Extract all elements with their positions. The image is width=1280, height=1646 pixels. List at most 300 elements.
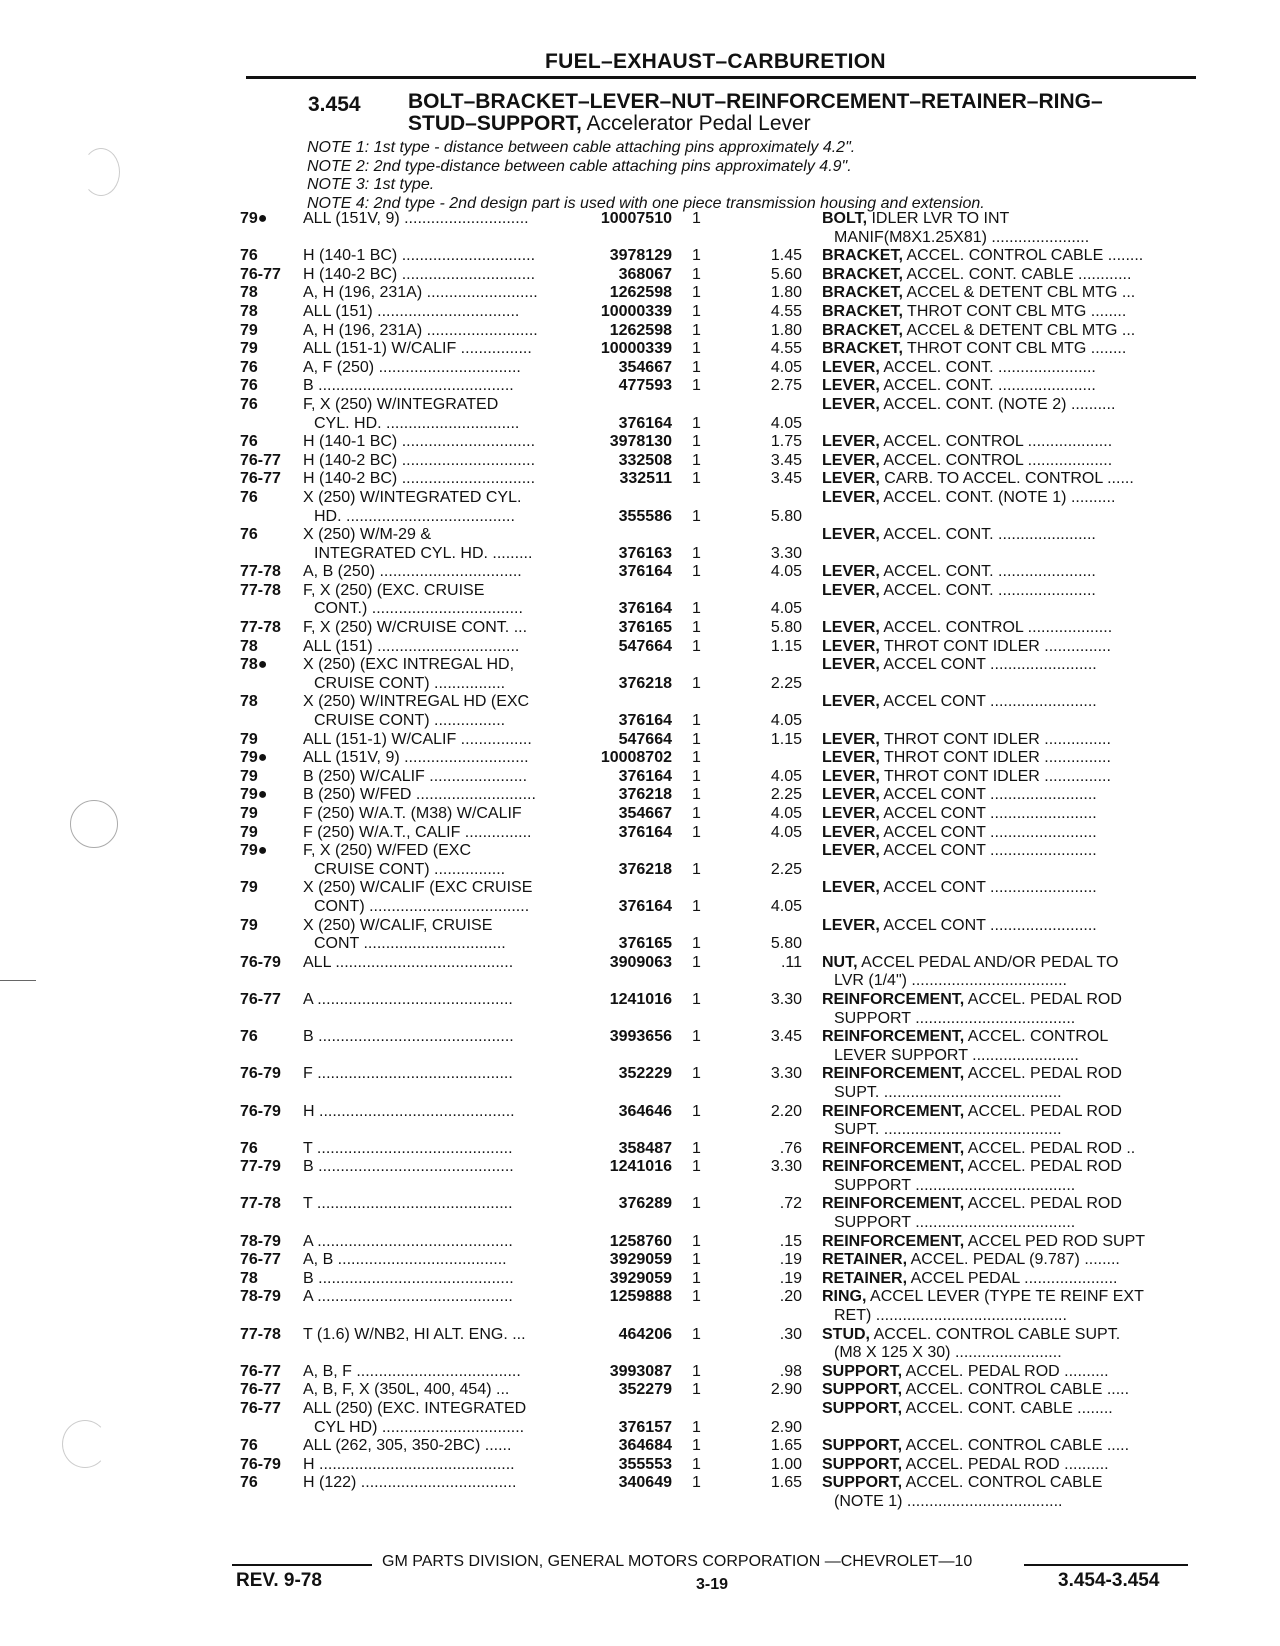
part-name-bold: LEVER, [822, 730, 880, 748]
quantity: 1 [692, 805, 701, 822]
price: .15 [779, 1232, 802, 1250]
part-number: 464206 [618, 1325, 672, 1343]
model-year: 76-77 [240, 1400, 281, 1417]
table-row [0, 1251, 1280, 1270]
part-number: 3929059 [609, 1251, 672, 1269]
part-name-detail: ACCEL. CONT. ...................... [879, 563, 1096, 581]
part-name-detail: ACCEL CONT ........................ [879, 879, 1097, 897]
part-name-detail: ACCEL PEDAL AND/OR PEDAL TO [857, 953, 1119, 971]
part-name [822, 1400, 1196, 1419]
price: 1.00 [770, 1455, 802, 1473]
part-name-bold: LEVER, [822, 470, 880, 488]
quantity: 1 [692, 340, 701, 358]
part-name-detail: ACCEL & DETENT CBL MTG ... [902, 284, 1136, 302]
table-row [0, 1456, 1280, 1475]
part-name-bold: LEVER, [822, 693, 880, 711]
quantity: 1 [692, 1065, 701, 1083]
part-number: 3978130 [609, 433, 672, 451]
part-name [822, 210, 1196, 229]
table-row [0, 768, 1280, 787]
usage-description: CYL HD) ................................ [314, 1418, 525, 1436]
part-name-detail: ACCEL. PEDAL ROD .......... [902, 1455, 1109, 1473]
price: .76 [779, 1139, 802, 1157]
part-name-bold: LEVER, [822, 488, 880, 506]
price: 2.25 [770, 860, 802, 878]
note-4: NOTE 4: 2nd type - 2nd design part is used with one piece transmission housing and extension. [307, 194, 985, 212]
quantity: 1 [692, 1158, 701, 1176]
table-row [0, 749, 1280, 768]
part-name-detail: ACCEL CONT ........................ [879, 786, 1097, 804]
group-number: 3.454 [308, 93, 361, 116]
table-row [0, 731, 1280, 750]
model-year: 76 [240, 377, 258, 395]
quantity: 1 [692, 619, 701, 637]
table-row [0, 1065, 1280, 1102]
usage-description: X (250) W/CALIF, CRUISE [303, 916, 493, 934]
usage-description: B (250) W/FED ........................... [303, 786, 536, 804]
part-name-bold: LEVER, [822, 358, 880, 376]
part-name [822, 1103, 1196, 1122]
quantity: 1 [692, 1028, 701, 1046]
part-number: 1262598 [609, 284, 672, 302]
model-year: 79 [240, 767, 258, 785]
part-name-detail: ACCEL. PEDAL ROD [964, 1158, 1122, 1176]
part-number: 376165 [618, 619, 672, 637]
table-row [0, 452, 1280, 471]
binder-hole-bottom [62, 1420, 108, 1468]
part-number: 354667 [618, 805, 672, 822]
part-name [822, 991, 1196, 1010]
usage-description: H ............................................ [303, 1102, 515, 1120]
model-year: 76-77 [240, 1381, 281, 1399]
table-row [0, 489, 1280, 526]
part-name-detail: ACCEL. CONT. ...................... [879, 377, 1096, 395]
table-row [0, 377, 1280, 396]
price: .11 [780, 953, 802, 971]
part-number: 3909063 [609, 953, 672, 971]
usage-description: ALL (151) ................................ [303, 637, 520, 655]
part-name-bold: RETAINER, [822, 1269, 908, 1287]
price: 4.55 [770, 340, 802, 358]
model-year: 79 [240, 805, 258, 822]
table-row [0, 1437, 1280, 1456]
part-name-detail: ACCEL. PEDAL ROD .......... [902, 1362, 1109, 1380]
part-name-bold: REINFORCEMENT, [822, 1065, 965, 1083]
table-row [0, 1103, 1280, 1140]
footer-rule-left [232, 1564, 372, 1566]
part-number: 376164 [618, 563, 672, 581]
model-year: 76 [240, 1028, 258, 1046]
part-number: 354667 [618, 358, 672, 376]
model-year: 76 [240, 1437, 258, 1455]
usage-description: A ............................................ [303, 1288, 513, 1306]
usage-description: A ............................................ [303, 1232, 513, 1250]
usage-description: CONT) .................................... [314, 897, 530, 915]
price: 3.30 [770, 1158, 802, 1176]
part-name [822, 340, 1196, 359]
price: 5.80 [770, 507, 802, 525]
model-year: 79 [240, 916, 258, 934]
part-name-bold: SUPPORT, [822, 1362, 903, 1380]
model-year: 76-79 [240, 953, 281, 971]
model-year: 79● [240, 842, 268, 860]
part-name [822, 1251, 1196, 1270]
usage-description: B ............................................ [303, 1269, 514, 1287]
quantity: 1 [692, 749, 701, 767]
group-title-rest: Accelerator Pedal Lever [581, 112, 811, 135]
part-name-detail: ACCEL. CONTROL CABLE [902, 1474, 1103, 1492]
table-row [0, 1028, 1280, 1065]
part-number: 1241016 [609, 990, 672, 1008]
price: 2.90 [770, 1418, 802, 1436]
price: 2.25 [770, 674, 802, 692]
part-number: 352229 [618, 1065, 672, 1083]
price: 1.65 [770, 1474, 802, 1492]
usage-description: X (250) W/INTEGRATED CYL. [303, 488, 522, 506]
model-year: 76-77 [240, 470, 281, 488]
part-name [822, 1363, 1196, 1382]
usage-description: ALL (151-1) W/CALIF ................ [303, 340, 532, 358]
notes-block [307, 139, 1207, 213]
header-rule [246, 76, 1196, 79]
part-name-bold: LEVER, [822, 581, 880, 599]
part-name [834, 1047, 1196, 1066]
part-name [822, 433, 1196, 452]
part-name-bold: BOLT, [822, 210, 868, 227]
part-number: 3993087 [609, 1362, 672, 1380]
part-name [822, 1195, 1196, 1214]
part-name [822, 731, 1196, 750]
model-year: 77-78 [240, 1195, 281, 1213]
part-name [822, 1065, 1196, 1084]
part-name-detail: ACCEL. PEDAL ROD [964, 1102, 1122, 1120]
quantity: 1 [692, 377, 701, 395]
model-year: 78 [240, 302, 258, 320]
part-name-bold: BRACKET, [822, 302, 903, 320]
part-name [822, 768, 1196, 787]
price: 5.80 [770, 619, 802, 637]
part-name-bold: BRACKET, [822, 247, 903, 265]
price: .20 [779, 1288, 802, 1306]
price: 1.45 [770, 247, 802, 265]
part-name-detail: ACCEL. PEDAL ROD [964, 1065, 1122, 1083]
price: 4.05 [770, 563, 802, 581]
part-name [822, 526, 1196, 545]
part-name [822, 377, 1196, 396]
usage-description: A, B, F ..................................... [303, 1362, 521, 1380]
part-name [822, 452, 1196, 471]
model-year: 76-79 [240, 1065, 281, 1083]
part-name-bold: LEVER, [822, 786, 880, 804]
part-name-bold: REINFORCEMENT, [822, 1028, 965, 1046]
model-year: 76 [240, 433, 258, 451]
part-name-detail: SUPPORT .................................... [834, 1176, 1076, 1194]
part-number: 3978129 [609, 247, 672, 265]
part-name-bold: REINFORCEMENT, [822, 1139, 965, 1157]
part-name-bold: REINFORCEMENT, [822, 1195, 965, 1213]
part-name-detail: ACCEL. PEDAL ROD .. [964, 1139, 1136, 1157]
part-name [822, 1288, 1196, 1307]
table-row [0, 1233, 1280, 1252]
part-number: 364684 [618, 1437, 672, 1455]
part-number: 376218 [618, 786, 672, 804]
quantity: 1 [692, 1381, 701, 1399]
model-year: 78 [240, 693, 258, 711]
price: 2.25 [770, 786, 802, 804]
usage-description: CONT ................................ [314, 935, 506, 953]
part-name-bold: LEVER, [822, 526, 880, 544]
part-name-detail: SUPPORT .................................... [834, 1214, 1076, 1232]
part-name-bold: RING, [822, 1288, 867, 1306]
part-name [822, 1326, 1196, 1345]
model-year: 78 [240, 1269, 258, 1287]
part-number: 376218 [618, 674, 672, 692]
part-number: 10000339 [600, 302, 672, 320]
part-name-detail: ACCEL. CONTROL ................... [879, 619, 1113, 637]
table-row [0, 638, 1280, 657]
part-number: 547664 [618, 730, 672, 748]
usage-description: T ............................................ [303, 1195, 513, 1213]
part-number: 1262598 [609, 321, 672, 339]
usage-description: A, B, F, X (350L, 400, 454) ... [303, 1381, 510, 1399]
usage-description: H (140-2 BC) .............................. [303, 451, 536, 469]
part-name [834, 1493, 1196, 1512]
part-number: 358487 [618, 1139, 672, 1157]
usage-description: F (250) W/A.T. (M38) W/CALIF [303, 805, 522, 822]
model-year: 79 [240, 879, 258, 897]
part-name-bold: BRACKET, [822, 340, 903, 358]
usage-description: F, X (250) (EXC. CRUISE [303, 581, 485, 599]
quantity: 1 [692, 1102, 701, 1120]
quantity: 1 [692, 1418, 701, 1436]
table-row [0, 1381, 1280, 1400]
usage-description: ALL (151) ................................ [303, 302, 520, 320]
usage-description: ALL (151V, 9) ............................ [303, 749, 529, 767]
part-number: 376164 [618, 600, 672, 618]
table-row [0, 1270, 1280, 1289]
quantity: 1 [692, 953, 701, 971]
quantity: 1 [692, 265, 701, 283]
quantity: 1 [692, 451, 701, 469]
quantity: 1 [692, 897, 701, 915]
table-row [0, 266, 1280, 285]
table-row [0, 563, 1280, 582]
model-year: 78 [240, 637, 258, 655]
price: 4.05 [770, 823, 802, 841]
model-year: 77-78 [240, 619, 281, 637]
part-name-bold: BRACKET, [822, 284, 903, 302]
table-row [0, 284, 1280, 303]
part-name-bold: LEVER, [822, 805, 880, 822]
model-year: 79● [240, 786, 268, 804]
part-name [834, 1307, 1196, 1326]
section-range: 3.454-3.454 [1058, 1570, 1160, 1591]
table-row [0, 1140, 1280, 1159]
part-name [834, 1010, 1196, 1029]
part-name-bold: RETAINER, [822, 1251, 908, 1269]
part-number: 1241016 [609, 1158, 672, 1176]
part-name [822, 749, 1196, 768]
part-name-bold: LEVER, [822, 749, 880, 767]
usage-description: ALL (250) (EXC. INTEGRATED [303, 1400, 527, 1417]
part-name-bold: REINFORCEMENT, [822, 1232, 965, 1250]
part-name-bold: LEVER, [822, 767, 880, 785]
part-name [834, 1344, 1196, 1363]
part-name [822, 563, 1196, 582]
usage-description: F, X (250) W/FED (EXC [303, 842, 472, 860]
part-name [822, 619, 1196, 638]
table-row [0, 824, 1280, 843]
model-year: 76-79 [240, 1102, 281, 1120]
part-name-detail: ACCEL. CONTROL CABLE ..... [902, 1437, 1130, 1455]
part-name-detail: ACCEL. CONT. (NOTE 2) .......... [879, 395, 1116, 413]
table-row [0, 210, 1280, 247]
part-name-detail: ACCEL. CONT. ...................... [879, 526, 1096, 544]
table-row [0, 322, 1280, 341]
part-name [822, 1381, 1196, 1400]
part-name-detail: ACCEL & DETENT CBL MTG ... [902, 321, 1136, 339]
note-3: NOTE 3: 1st type. [307, 176, 435, 193]
section-heading: FUEL–EXHAUST–CARBURETION [545, 50, 886, 73]
usage-description: T ............................................ [303, 1139, 513, 1157]
price: 3.30 [770, 544, 802, 562]
part-name-bold: REINFORCEMENT, [822, 990, 965, 1008]
part-number: 376164 [618, 767, 672, 785]
part-name [834, 1121, 1196, 1140]
usage-description: H (140-2 BC) .............................. [303, 470, 536, 488]
part-name-detail: ACCEL. CONTROL CABLE ........ [902, 247, 1144, 265]
part-number: 355553 [618, 1455, 672, 1473]
part-number: 355586 [618, 507, 672, 525]
model-year: 79● [240, 749, 268, 767]
quantity: 1 [692, 786, 701, 804]
price: 2.20 [770, 1102, 802, 1120]
model-year: 76 [240, 1474, 258, 1492]
part-name-bold: STUD, [822, 1325, 870, 1343]
usage-description: INTEGRATED CYL. HD. ......... [314, 544, 533, 562]
part-name-bold: REINFORCEMENT, [822, 1158, 965, 1176]
part-name [822, 247, 1196, 266]
revision-label: REV. 9-78 [236, 1570, 322, 1591]
quantity: 1 [692, 1251, 701, 1269]
part-name [834, 972, 1196, 991]
price: 3.30 [770, 1065, 802, 1083]
model-year: 79 [240, 823, 258, 841]
model-year: 76-77 [240, 1251, 281, 1269]
usage-description: A ............................................ [303, 990, 513, 1008]
parts-list [0, 210, 1280, 1512]
price: 1.65 [770, 1437, 802, 1455]
part-name-detail: SUPT. ........................................ [834, 1083, 1062, 1101]
model-year: 78 [240, 284, 258, 302]
quantity: 1 [692, 990, 701, 1008]
price: 5.80 [770, 935, 802, 953]
part-name [822, 1437, 1196, 1456]
table-row [0, 1195, 1280, 1232]
usage-description: A, B ...................................... [303, 1251, 507, 1269]
table-row [0, 582, 1280, 619]
quantity: 1 [692, 433, 701, 451]
model-year: 76-77 [240, 990, 281, 1008]
part-name-bold: LEVER, [822, 656, 880, 674]
part-name-detail: THROT CONT IDLER ............... [879, 749, 1111, 767]
usage-description: H (122) ................................... [303, 1474, 517, 1492]
part-name-detail: THROT CONT CBL MTG ........ [902, 302, 1127, 320]
part-name-detail: (NOTE 1) ................................... [834, 1492, 1063, 1510]
part-number: 376164 [618, 712, 672, 730]
part-name [822, 954, 1196, 973]
table-row [0, 433, 1280, 452]
part-name-detail: (M8 X 125 X 30) ........................ [834, 1344, 1062, 1362]
usage-description: H (140-2 BC) .............................. [303, 265, 536, 283]
price: 1.15 [770, 637, 802, 655]
part-number: 3929059 [609, 1269, 672, 1287]
quantity: 1 [692, 1139, 701, 1157]
usage-description: F, X (250) W/INTEGRATED [303, 395, 499, 413]
quantity: 1 [692, 1195, 701, 1213]
price: 1.75 [770, 433, 802, 451]
group-title [408, 91, 1168, 135]
part-number: 376164 [618, 823, 672, 841]
model-year: 76-77 [240, 451, 281, 469]
part-name-detail: RET) ........................................... [834, 1307, 1067, 1325]
usage-description: A, F (250) ................................ [303, 358, 521, 376]
quantity: 1 [692, 712, 701, 730]
usage-description: B ............................................ [303, 1028, 514, 1046]
usage-description: CRUISE CONT) ................ [314, 712, 506, 730]
usage-description: CONT.) .................................. [314, 600, 523, 618]
model-year: 79 [240, 321, 258, 339]
quantity: 1 [692, 210, 701, 227]
part-name-bold: LEVER, [822, 823, 880, 841]
usage-description: F (250) W/A.T., CALIF ............... [303, 823, 532, 841]
part-name-bold: LEVER, [822, 451, 880, 469]
table-row [0, 656, 1280, 693]
quantity: 1 [692, 302, 701, 320]
usage-description: B (250) W/CALIF ...................... [303, 767, 528, 785]
quantity: 1 [692, 1474, 701, 1492]
part-name-detail: ACCEL CONT ........................ [879, 823, 1097, 841]
part-number: 352279 [618, 1381, 672, 1399]
table-row [0, 842, 1280, 879]
part-name [822, 1028, 1196, 1047]
part-name [822, 396, 1196, 415]
note-1: NOTE 1: 1st type - distance between cable attaching pins approximately 4.2". [307, 139, 856, 156]
table-row [0, 954, 1280, 991]
part-name-bold: SUPPORT, [822, 1474, 903, 1492]
part-name-bold: LEVER, [822, 879, 880, 897]
price: 3.30 [770, 990, 802, 1008]
part-name-bold: BRACKET, [822, 321, 903, 339]
model-year: 76-79 [240, 1455, 281, 1473]
part-name-detail: SUPPORT .................................... [834, 1009, 1076, 1027]
table-row [0, 805, 1280, 824]
part-name-detail: ACCEL. CONT. (NOTE 1) .......... [879, 488, 1116, 506]
table-row [0, 303, 1280, 322]
part-name [822, 693, 1196, 712]
table-row [0, 1288, 1280, 1325]
part-number: 376164 [618, 414, 672, 432]
usage-description: ALL (151-1) W/CALIF ................ [303, 730, 532, 748]
quantity: 1 [692, 470, 701, 488]
part-number: 10007510 [600, 210, 672, 227]
quantity: 1 [692, 935, 701, 953]
part-number: 376157 [618, 1418, 672, 1436]
part-name [822, 879, 1196, 898]
part-name [822, 917, 1196, 936]
usage-description: H (140-1 BC) .............................. [303, 247, 536, 265]
part-name-detail: ACCEL PED ROD SUPT [964, 1232, 1146, 1250]
